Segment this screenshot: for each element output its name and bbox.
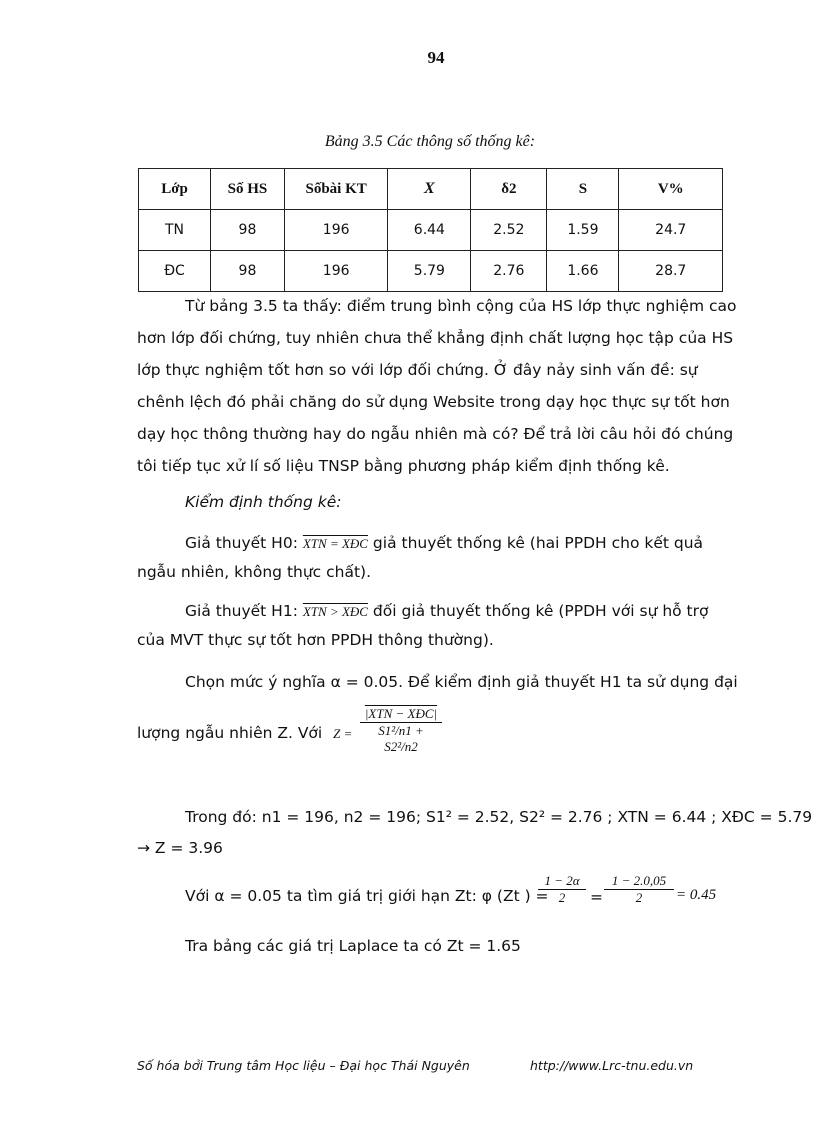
z-intro (137, 724, 352, 742)
header-std-dev: S (547, 169, 619, 210)
table-caption: Bảng 3.5 Các thông số thống kê: (324, 133, 536, 150)
h1-prefix: Giả thuyết H1: (185, 602, 298, 620)
footer-url: http://www.Lrc-tnu.edu.vn (530, 1058, 694, 1073)
z-numerator: |XTN − XĐC| (360, 706, 442, 723)
table-cell: 196 (284, 251, 388, 292)
table-cell: 5.79 (388, 251, 471, 292)
h0-suffix: giả thuyết thống kê (hai PPDH cho kết quả (372, 534, 704, 552)
table-cell: 24.7 (619, 210, 723, 251)
z-label: Z = (333, 726, 353, 741)
paragraph-line: Từ bảng 3.5 ta thấy: điểm trung bình cộng của HS lớp thực nghiệm cao (185, 297, 737, 315)
table-cell: 196 (284, 210, 388, 251)
critical-fraction-2 (604, 873, 674, 906)
header-class: Lớp (139, 169, 211, 210)
page-number: 94 (427, 48, 445, 67)
h0-line2: ngẫu nhiên, không thực chất). (137, 563, 372, 581)
fraction1-numerator: 1 − 2α (538, 873, 586, 890)
fraction2-denominator: 2 (635, 890, 643, 905)
table-cell: 98 (211, 210, 285, 251)
z-fraction (360, 706, 442, 755)
h0-prefix: Giả thuyết H0: (185, 534, 298, 552)
table-row (139, 251, 723, 292)
h1-line2: của MVT thực sự tốt hơn PPDH thông thường). (137, 631, 494, 649)
alpha-line: Chọn mức ý nghĩa α = 0.05. Để kiểm định giả thuyết H1 ta sử dụng đại (185, 673, 738, 691)
table-cell: ĐC (139, 251, 211, 292)
table-row (139, 210, 723, 251)
header-student-count: Số HS (211, 169, 285, 210)
hypothesis-h1 (185, 602, 709, 620)
table-cell: 1.66 (547, 251, 619, 292)
table-cell: 2.76 (471, 251, 547, 292)
paragraph-line: hơn lớp đối chứng, tuy nhiên chưa thể khẳng định chất lượng học tập của HS (137, 329, 734, 347)
critical-line-text: Với α = 0.05 ta tìm giá trị giới hạn Zt: φ (Zt ) = (185, 887, 549, 905)
footer-source: Số hóa bởi Trung tâm Học liệu – Đại học Thái Nguyên (137, 1058, 470, 1073)
z-denominator: S1²/n1 + S2²/n2 (378, 723, 424, 754)
where-line: Trong đó: n1 = 196, n2 = 196; S1² = 2.52, S2² = 2.76 ; XTN = 6.44 ; XĐC = 5.79 (185, 808, 813, 826)
paragraph-line: tôi tiếp tục xử lí số liệu TNSP bằng phương pháp kiểm định thống kê. (137, 457, 670, 475)
table-cell: 2.52 (471, 210, 547, 251)
header-variation: V% (619, 169, 723, 210)
h0-formula: XTN = XĐC (302, 536, 368, 551)
fraction2-numerator: 1 − 2.0,05 (604, 873, 674, 890)
table-cell: 1.59 (547, 210, 619, 251)
hypothesis-h0 (185, 534, 703, 552)
critical-fraction-1 (538, 873, 586, 906)
paragraph-line: chênh lệch đó phải chăng do sử dụng Website trong dạy học thực sự tốt hơn (137, 393, 730, 411)
header-mean: X (388, 169, 471, 210)
h1-formula: XTN > XĐC (302, 604, 368, 619)
fraction1-denominator: 2 (558, 890, 566, 905)
h1-suffix: đối giả thuyết thống kê (PPDH với sự hỗ trợ (372, 602, 709, 620)
table-header-row (139, 169, 723, 210)
critical-result: = 0.45 (676, 887, 717, 903)
z-result: → Z = 3.96 (137, 839, 223, 857)
table-cell: 6.44 (388, 210, 471, 251)
statistics-table (138, 168, 723, 292)
paragraph-line: lớp thực nghiệm tốt hơn so với lớp đối chứng. Ở đây nảy sinh vấn đề: sự (137, 361, 698, 379)
header-variance: δ2 (471, 169, 547, 210)
section-heading: Kiểm định thống kê: (185, 493, 342, 511)
laplace-line: Tra bảng các giá trị Laplace ta có Zt = 1.65 (185, 937, 521, 955)
header-test-count: Sốbài KT (284, 169, 388, 210)
equals-sign: = (590, 888, 603, 906)
z-intro-text: lượng ngẫu nhiên Z. Với (137, 724, 323, 742)
table-cell: 98 (211, 251, 285, 292)
paragraph-line: dạy học thông thường hay do ngẫu nhiên mà có? Để trả lời câu hỏi đó chúng (137, 425, 734, 443)
table-cell: 28.7 (619, 251, 723, 292)
table-cell: TN (139, 210, 211, 251)
